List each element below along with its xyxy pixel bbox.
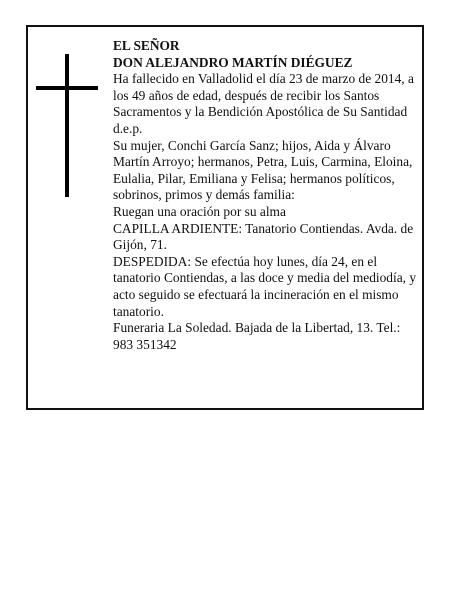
notice-text-block	[113, 38, 423, 353]
prayer-request: Ruegan una oración por su alma	[113, 203, 286, 219]
funeral-home-info: Funeraria La Soledad. Bajada de la Libertad, 13. Tel.: 983 351342	[113, 320, 401, 352]
cross-vertical-bar	[65, 54, 69, 197]
chapel-info: CAPILLA ARDIENTE: Tanatorio Contiendas. Avda. de Gijón, 71.	[113, 220, 414, 253]
notice-title-line-1: EL SEÑOR	[113, 38, 180, 53]
death-announcement: Ha fallecido en Valladolid el día 23 de marzo de 2014, a los 49 años de edad, después de recibir los Santos Sacramentos y la Bendición Apostólica de Su Santidad d.e.p.	[113, 71, 414, 136]
farewell-info: DESPEDIDA: Se efectúa hoy lunes, día 24, en el tanatorio Contiendas, a las doce y media del mediodía, y acto seguido se efectuará la incineración en el mismo tanatorio.	[113, 253, 417, 319]
notice-title-line-2: DON ALEJANDRO MARTÍN DIÉGUEZ	[113, 54, 353, 70]
family-list: Su mujer, Conchi García Sanz; hijos, Aida y Álvaro Martín Arroyo; hermanos, Petra, Luis, Carmina, Eloina, Eulalia, Pilar, Emiliana y Felisa; hermanos políticos, sobrinos, primos y demás familia:	[113, 137, 413, 203]
cross-horizontal-bar	[36, 86, 98, 90]
